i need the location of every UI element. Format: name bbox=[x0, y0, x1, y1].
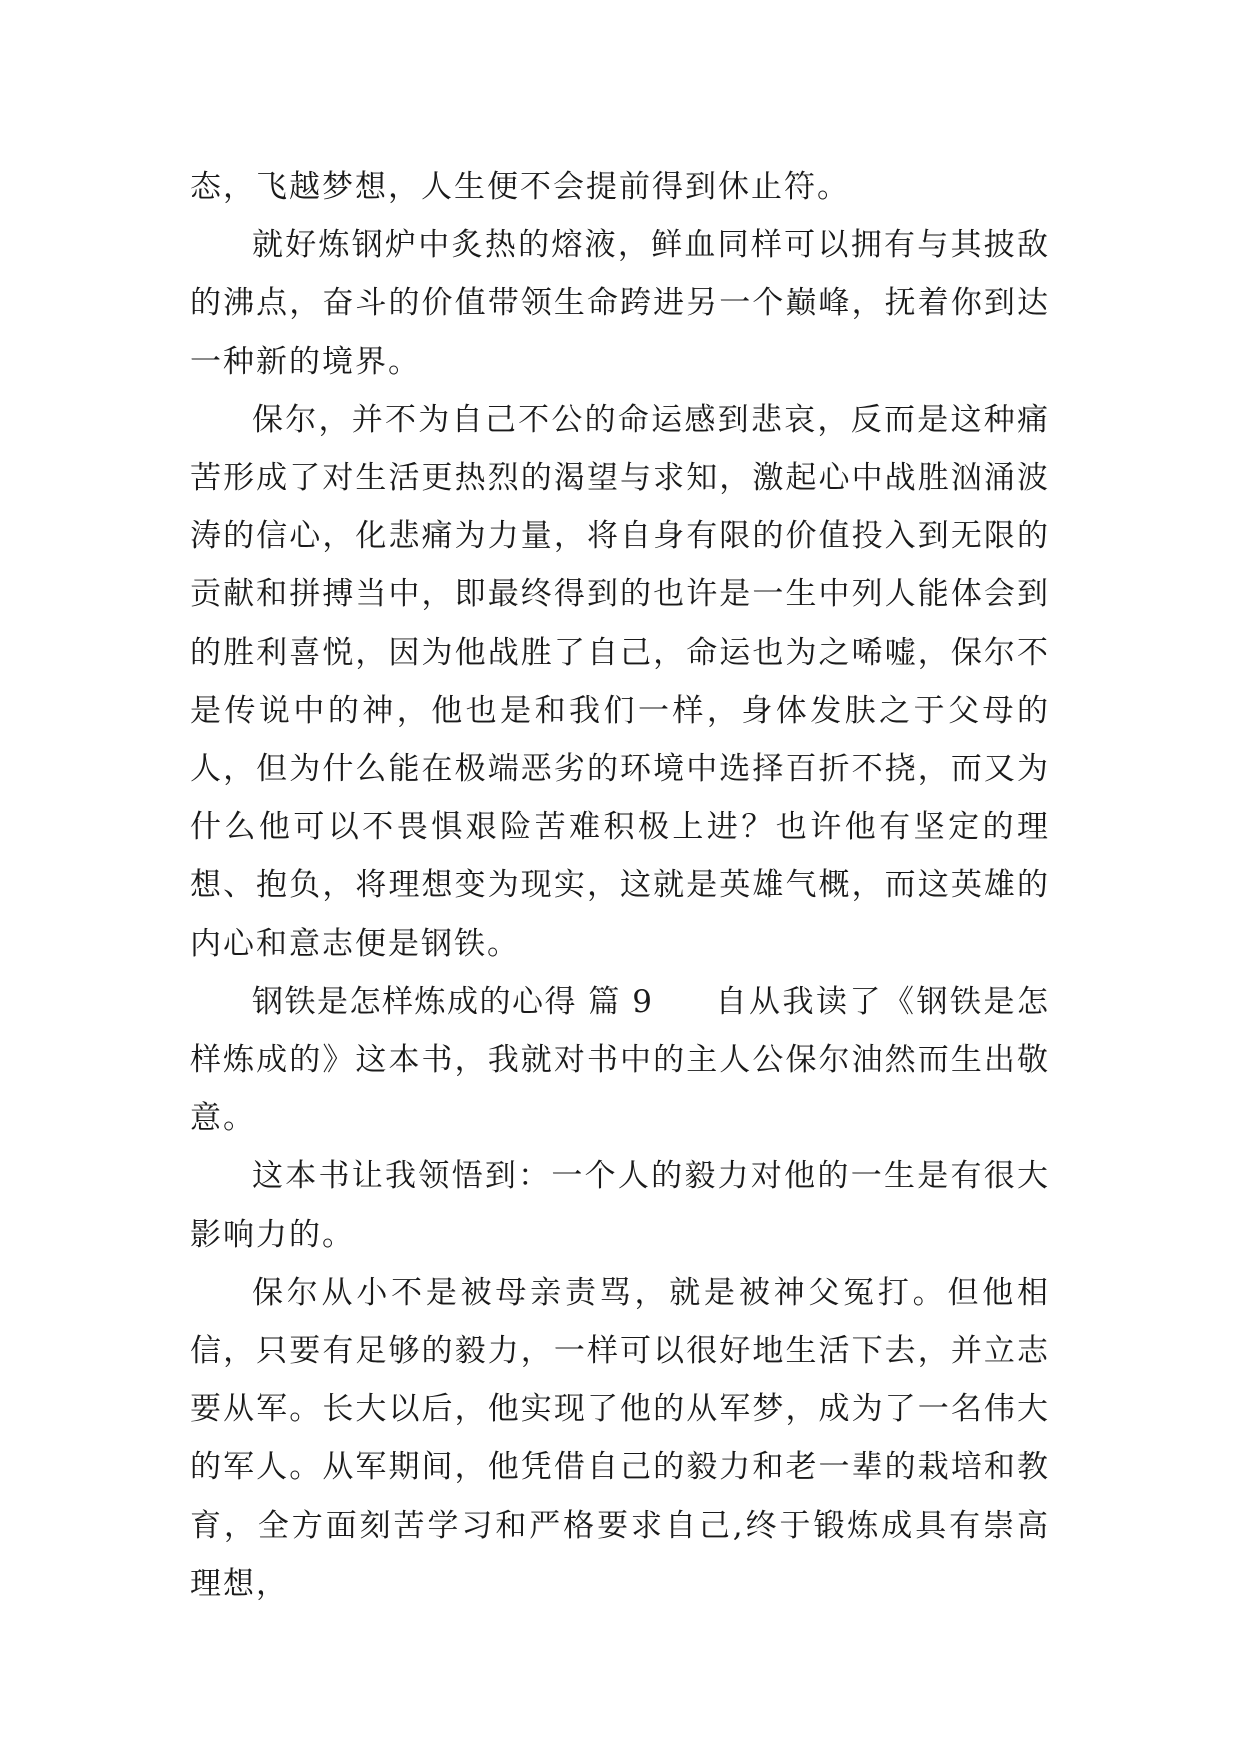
paragraph-4-text: 自从我读了《钢铁是怎样炼成的》这本书，我就对书中的主人公保尔油然而生出敬意。 bbox=[190, 983, 1050, 1137]
paragraph-3: 保尔，并不为自己不公的命运感到悲哀，反而是这种痛苦形成了对生活更热烈的渴望与求知，激起心中战胜汹涌波涛的信心，化悲痛为力量，将自身有限的价值投入到无限的贡献和拼搏当中，即最终得到的也许是一生中列人能体会到的胜利喜悦，因为他战胜了自己，命运也为之唏嘘，保尔不是传说中的神，他也是和我们一样，身体发肤之于父母的人，但为什么能在极端恶劣的环境中选择百折不挠，而又为什么他可以不畏惧艰险苦难积极上进？也许他有坚定的理想、抱负，将理想变为现实，这就是英雄气概，而这英雄的内心和意志便是钢铁。 bbox=[190, 401, 1050, 962]
paragraph-6: 保尔从小不是被母亲责骂，就是被神父冤打。但他相信，只要有足够的毅力，一样可以很好地生活下去，并立志要从军。长大以后，他实现了他的从军梦，成为了一名伟大的军人。从军期间，他凭借自己的毅力和老一辈的栽培和教育，全方面刻苦学习和严格要求自己,终于锻炼成具有崇高理想， bbox=[190, 1274, 1050, 1602]
paragraph-1: 态，飞越梦想，人生便不会提前得到休止符。 bbox=[190, 169, 850, 205]
paragraph-2: 就好炼钢炉中炙热的熔液，鲜血同样可以拥有与其披敌的沸点，奋斗的价值带领生命跨进另一个巅峰，抚着你到达一种新的境界。 bbox=[190, 227, 1050, 380]
paragraph-4 bbox=[190, 973, 1050, 1148]
document-body bbox=[190, 158, 1050, 1613]
paragraph-5: 这本书让我领悟到：一个人的毅力对他的一生是有很大影响力的。 bbox=[190, 1158, 1050, 1253]
section-heading: 钢铁是怎样炼成的心得 篇 9 bbox=[252, 983, 653, 1020]
